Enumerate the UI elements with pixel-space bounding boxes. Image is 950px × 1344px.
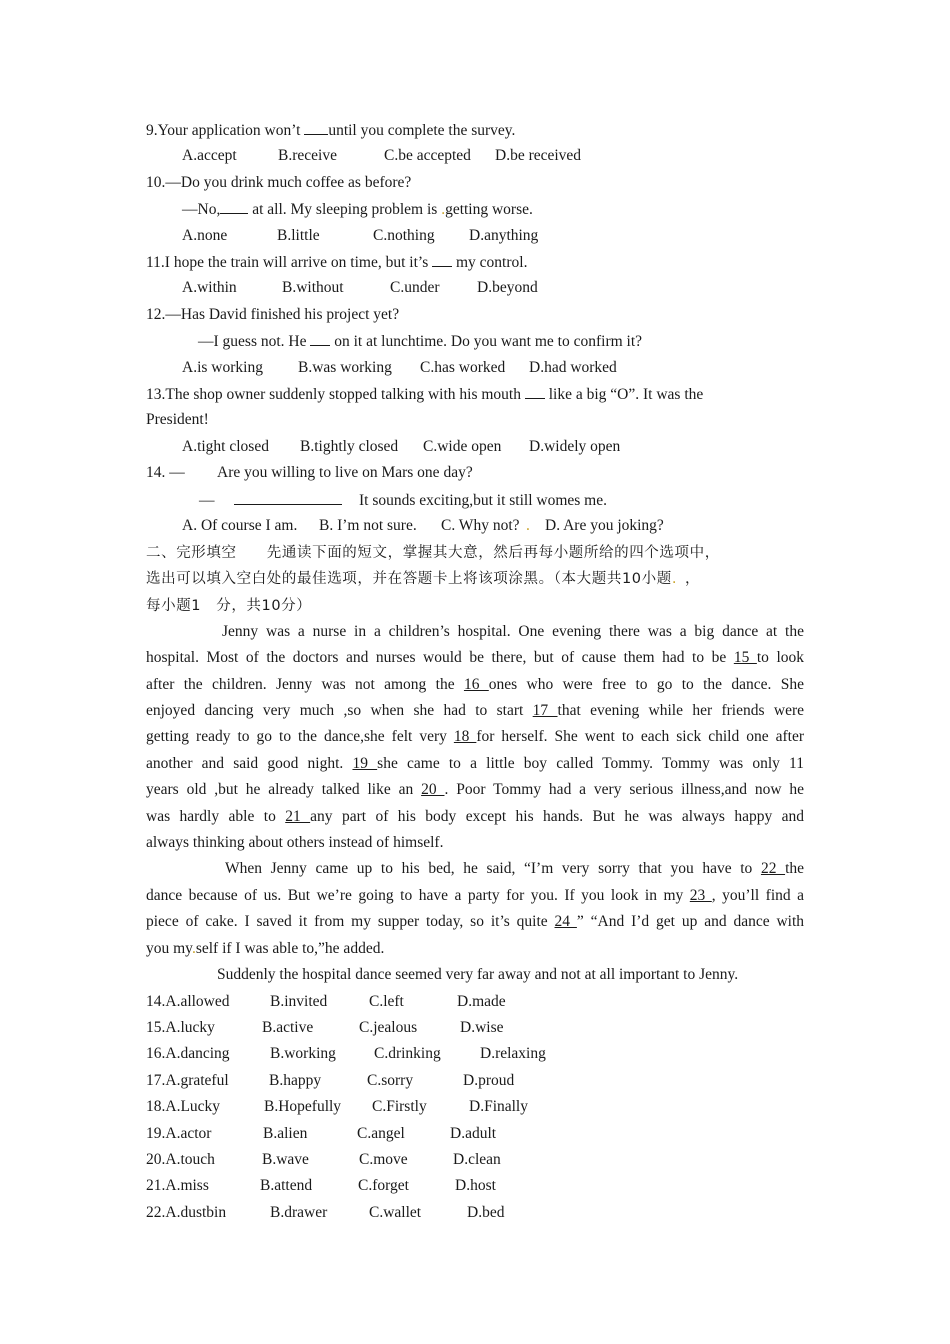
option-b: B.Hopefully: [264, 1098, 342, 1115]
passage-text: to look: [756, 649, 805, 666]
option-a: 20.A.touch: [146, 1151, 215, 1168]
section-2-instructions-line1: 二、完形填空 先通读下面的短文，掌握其大意，然后再每小题所给的四个选项中，: [146, 545, 720, 561]
option-c: C.drinking: [374, 1045, 441, 1062]
question-text: until you complete the survey.: [328, 122, 516, 139]
option-c: C.nothing: [373, 227, 435, 244]
answer-row-16: [146, 1044, 546, 1064]
reply-text: at all. My sleeping problem is: [248, 201, 442, 218]
option-b: B. I’m not sure.: [319, 517, 417, 534]
question-13-stem: [146, 384, 703, 405]
question-10-options: [182, 226, 538, 246]
option-a: 17.A.grateful: [146, 1072, 229, 1089]
passage-text: . Poor Tommy had a very serious illness,and now he: [444, 781, 805, 798]
answer-row-21: [146, 1176, 496, 1196]
cloze-blank-22: 22: [760, 860, 786, 877]
option-b: B.receive: [278, 147, 337, 164]
option-d: D.bed: [467, 1204, 505, 1221]
option-c: C.wide open: [423, 438, 502, 455]
passage-line: Suddenly the hospital dance seemed very far away and not at all important to Jenny.: [217, 966, 739, 983]
option-b: B.little: [277, 227, 320, 244]
option-c: C.left: [369, 993, 404, 1010]
answer-blank: [220, 199, 248, 214]
answer-blank: [310, 331, 330, 346]
option-d: D.made: [457, 993, 506, 1010]
question-number: 14. —: [146, 464, 185, 481]
passage-text: getting ready to go to the dance,she felt very: [146, 728, 454, 745]
cloze-blank-17: 17: [532, 702, 558, 719]
cloze-blank-16: 16: [463, 676, 489, 693]
answer-row-22: [146, 1203, 504, 1223]
option-a: 16.A.dancing: [146, 1045, 230, 1062]
question-text: Are you willing to live on Mars one day?: [217, 464, 473, 481]
option-b: B.working: [270, 1045, 336, 1062]
option-c: C. Why not?: [441, 517, 520, 534]
cloze-blank-24: 24: [554, 913, 577, 930]
answer-blank: [432, 252, 452, 267]
option-a: A.tight closed: [182, 438, 269, 455]
reply-text: —I guess not. He: [198, 333, 311, 350]
passage-line: [146, 939, 384, 959]
option-a: A. Of course I am.: [182, 517, 298, 534]
option-b: B.invited: [270, 993, 328, 1010]
answer-blank: [525, 384, 545, 399]
passage-text: another and said good night.: [146, 755, 353, 772]
answer-row-18: [146, 1097, 528, 1117]
passage-line: [146, 807, 804, 827]
passage-line: [146, 727, 804, 747]
option-d: D.adult: [450, 1125, 497, 1142]
passage-text: ” “And I’d get up and dance with: [576, 913, 805, 930]
passage-text: , you’ll find a: [711, 887, 804, 904]
cloze-blank-15: 15: [733, 649, 757, 666]
answer-blank: [234, 490, 342, 505]
option-d: D.had worked: [529, 359, 617, 376]
option-d: D.be received: [495, 147, 582, 164]
instruction-text: 选出可以填入空白处的最佳选项，并在答题卡上将该项涂黑。（本大题共10小题: [146, 571, 672, 587]
section-2-instructions-line2: [146, 569, 700, 589]
option-d: D.clean: [453, 1151, 501, 1168]
passage-line: [146, 912, 804, 932]
stray-dot: .: [191, 940, 196, 957]
answer-row-15: [146, 1018, 503, 1038]
passage-text: Jenny was a nurse in a children’s hospital. One evening there was a big dance at the: [222, 623, 804, 640]
answer-row-17: [146, 1071, 514, 1091]
answer-row-14: [146, 992, 506, 1012]
option-d: D.host: [455, 1177, 496, 1194]
passage-line: [146, 780, 804, 800]
option-d: D.anything: [469, 227, 539, 244]
option-b: B.wave: [262, 1151, 309, 1168]
passage-text: enjoyed dancing very much ,so when she had to start: [146, 702, 533, 719]
option-a: 15.A.lucky: [146, 1019, 215, 1036]
answer-blank: [304, 120, 328, 135]
passage-text: you my: [146, 940, 192, 957]
passage-line: [146, 675, 804, 695]
cloze-blank-23: 23: [689, 887, 712, 904]
question-text: 13.The shop owner suddenly stopped talking with his mouth: [146, 386, 525, 403]
passage-text: hospital. Most of the doctors and nurses would be there, but of cause them had to be: [146, 649, 734, 666]
question-13-stem-cont: President!: [146, 411, 209, 428]
option-a: A.is working: [182, 359, 263, 376]
stray-dot: .: [671, 571, 678, 587]
answer-row-19: [146, 1124, 496, 1144]
option-b: B.was working: [298, 359, 392, 376]
cloze-blank-20: 20: [421, 781, 445, 798]
option-d: D.relaxing: [480, 1045, 546, 1062]
passage-text: the: [785, 860, 805, 877]
question-11-stem: [146, 252, 527, 273]
option-a: 14.A.allowed: [146, 993, 230, 1010]
option-c: C.has worked: [420, 359, 506, 376]
option-c: C.forget: [358, 1177, 409, 1194]
option-a: A.accept: [182, 147, 237, 164]
option-a: 21.A.miss: [146, 1177, 209, 1194]
question-10-stem: 10.—Do you drink much coffee as before?: [146, 174, 412, 191]
answer-row-20: [146, 1150, 501, 1170]
option-d: D. Are you joking?: [545, 517, 664, 534]
option-b: B.happy: [269, 1072, 322, 1089]
passage-text: ones who were free to go to the dance. She: [488, 676, 804, 693]
question-9-stem: [146, 120, 515, 141]
option-b: B.alien: [263, 1125, 308, 1142]
passage-line: [146, 701, 804, 721]
passage-line: [146, 648, 804, 668]
question-14-stem: [146, 463, 473, 483]
reply-text: —No,: [182, 201, 221, 218]
option-a: 18.A.Lucky: [146, 1098, 221, 1115]
option-d: D.widely open: [529, 438, 621, 455]
option-c: C.under: [390, 279, 440, 296]
option-c: C.Firstly: [372, 1098, 427, 1115]
question-12-reply: [198, 331, 642, 352]
question-9-options: [182, 146, 581, 166]
option-b: B.tightly closed: [300, 438, 399, 455]
reply-text: It sounds exciting,but it still womes me.: [359, 492, 607, 509]
passage-text: any part of his body except his hands. But he was always happy and: [310, 808, 805, 825]
option-a: 19.A.actor: [146, 1125, 212, 1142]
question-10-reply: [182, 199, 533, 220]
option-a: A.none: [182, 227, 228, 244]
section-2-instructions-line3: 每小题1 分，共10分）: [146, 598, 312, 614]
passage-text: When Jenny came up to his bed, he said, “I’m very sorry that you have to: [225, 860, 761, 877]
question-13-options: [182, 437, 620, 457]
stray-dot: .: [526, 517, 530, 534]
cloze-blank-21: 21: [285, 808, 311, 825]
passage-line: [222, 622, 804, 642]
option-c: C.sorry: [367, 1072, 414, 1089]
option-c: C.jealous: [359, 1019, 418, 1036]
option-c: C.wallet: [369, 1204, 422, 1221]
question-text: 11.I hope the train will arrive on time, but it’s: [146, 254, 433, 271]
passage-text: years old ,but he already talked like an: [146, 781, 422, 798]
passage-text: for herself. She went to each sick child one after: [476, 728, 804, 745]
cloze-blank-18: 18: [453, 728, 477, 745]
option-b: B.active: [262, 1019, 314, 1036]
reply-text: getting worse.: [445, 201, 533, 218]
option-c: C.angel: [357, 1125, 405, 1142]
question-text: my control.: [452, 254, 528, 271]
passage-line: [225, 859, 804, 879]
question-text: like a big “O”. It was the: [544, 386, 704, 403]
option-b: B.attend: [260, 1177, 313, 1194]
option-d: D.wise: [460, 1019, 504, 1036]
passage-text: self if I was able to,”he added.: [195, 940, 385, 957]
passage-text: piece of cake. I saved it from my supper today, so it’s quite: [146, 913, 555, 930]
passage-line: [146, 754, 804, 774]
passage-text: that evening while her friends were: [557, 702, 804, 719]
question-text: 9.Your application won’t: [146, 122, 305, 139]
stray-dot: .: [441, 201, 446, 218]
instruction-text: ，: [685, 571, 701, 587]
question-14-reply: [199, 490, 607, 511]
question-12-stem: 12.—Has David finished his project yet?: [146, 306, 400, 323]
question-14-options: [182, 516, 664, 536]
reply-text: on it at lunchtime. Do you want me to confirm it?: [330, 333, 643, 350]
option-b: B.without: [282, 279, 344, 296]
option-c: C.move: [359, 1151, 408, 1168]
passage-text: she came to a little boy called Tommy. Tommy was only 11: [377, 755, 804, 772]
passage-text: dance because of us. But we’re going to have a party for you. If you look in my: [146, 887, 690, 904]
passage-text: after the children. Jenny was not among the: [146, 676, 464, 693]
option-d: D.beyond: [477, 279, 538, 296]
option-a: 22.A.dustbin: [146, 1204, 227, 1221]
passage-text: was hardly able to: [146, 808, 286, 825]
option-c: C.be accepted: [384, 147, 471, 164]
cloze-blank-19: 19: [352, 755, 378, 772]
option-d: D.Finally: [469, 1098, 528, 1115]
option-b: B.drawer: [270, 1204, 328, 1221]
option-d: D.proud: [463, 1072, 515, 1089]
reply-dash: —: [199, 492, 215, 509]
passage-line: [146, 886, 804, 906]
question-12-options: [182, 358, 617, 378]
passage-line: always thinking about others instead of himself.: [146, 834, 444, 851]
option-a: A.within: [182, 279, 237, 296]
question-11-options: [182, 278, 538, 298]
